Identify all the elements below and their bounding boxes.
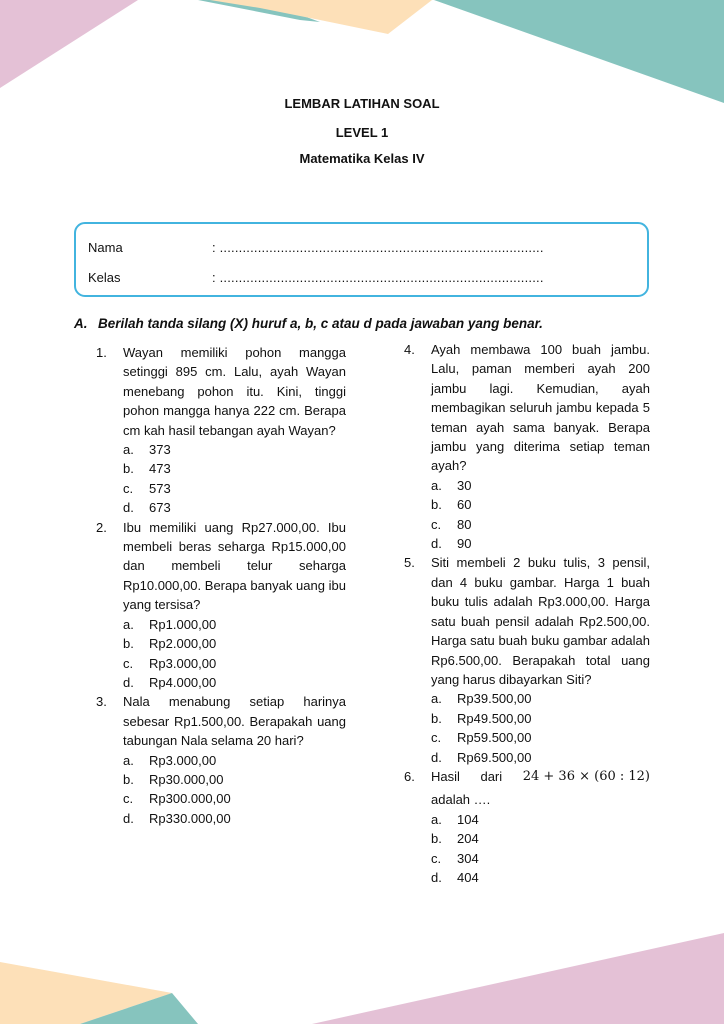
option-letter: d. [123,500,134,516]
option-a[interactable] [431,810,650,829]
question-3 [96,692,346,828]
worksheet-subject: Matematika Kelas IV [299,151,425,166]
option-letter: b. [431,831,442,847]
question-text-part: Hasil [431,768,460,784]
option-c[interactable] [123,654,346,673]
option-b[interactable] [431,709,650,728]
question-number: 3. [96,694,107,710]
option-a[interactable] [123,615,346,634]
option-text: 80 [457,516,472,532]
question-number: 4. [404,342,415,357]
option-b[interactable] [123,459,346,478]
option-c[interactable] [431,728,650,747]
option-b[interactable] [431,829,650,848]
option-d[interactable] [431,748,650,767]
option-text: 60 [457,497,472,513]
option-letter: d. [431,536,442,552]
question-text-part: dari [480,768,503,784]
option-letter: c. [431,516,442,532]
option-text: 473 [149,461,171,477]
question-6 [404,767,650,887]
option-text: Rp3.000,00 [149,655,217,671]
option-text: 104 [457,811,479,827]
question-text-suffix: adalah …. [431,792,491,808]
question-text: Wayan memiliki pohon mangga setinggi 895 cm. Lalu, ayah Wayan menebang pohon itu. Kini, tinggi pohon mangga hanya 222 cm. Berapa cm kah hasil tebangan ayah Wayan? [123,345,346,438]
option-d[interactable] [123,809,346,828]
option-b[interactable] [431,495,650,514]
question-2 [96,518,346,693]
section-instruction-text: Berilah tanda silang (X) huruf a, b, c atau d pada jawaban yang benar. [98,316,543,331]
option-d[interactable] [123,673,346,692]
option-text: Rp2.000,00 [149,636,217,652]
question-1 [96,343,346,518]
option-text: Rp30.000,00 [149,771,224,787]
option-text: Rp300.000,00 [149,791,231,807]
answer-options [123,615,346,693]
option-text: 373 [149,442,171,458]
question-column-left [96,343,346,828]
question-text: Siti membeli 2 buku tulis, 3 pensil, dan 4 buku gambar. Harga 1 buah buku tulis adalah Rp3.000,00. Harga satu buah pensil adalah Rp2.500,00. Harga satu buah buku gambar adalah Rp6.500,00. Berapakah total uang yang harus dibayarkan Siti? [431,555,650,687]
option-letter: c. [123,655,134,671]
question-number: 1. [96,345,107,360]
option-a[interactable] [431,476,650,495]
question-4 [404,340,650,553]
option-letter: a. [431,691,442,707]
option-text: Rp49.500,00 [457,710,532,726]
option-c[interactable] [123,789,346,808]
option-text: Rp59.500,00 [457,730,532,746]
worksheet-title: LEMBAR LATIHAN SOAL [284,96,440,111]
option-c[interactable] [431,515,650,534]
option-text: 304 [457,850,479,866]
option-letter: b. [431,497,442,513]
option-text: Rp3.000,00 [149,752,217,768]
option-letter: c. [123,791,134,807]
option-c[interactable] [431,849,650,868]
option-letter: b. [123,461,134,477]
option-text: Rp4.000,00 [149,674,217,690]
question-text: Ayah membawa 100 buah jambu. Lalu, paman memberi ayah 200 jambu lagi. Kemudian, ayah membagikan seluruh jambu kepada 5 teman ayah sama banyak. Berapa jambu yang diterima setiap teman ayah? [431,342,650,474]
option-text: 204 [457,831,479,847]
answer-options [431,810,650,888]
option-text: 90 [457,536,472,552]
question-column-right [404,340,650,887]
option-text: Rp330.000,00 [149,810,231,826]
option-letter: b. [431,710,442,726]
option-a[interactable] [123,751,346,770]
option-letter: b. [123,636,134,652]
class-field[interactable]: : ..................................................................................... [212,270,544,285]
option-d[interactable] [431,868,650,887]
math-expression: 24 + 36 × (60 : 12) [522,768,650,784]
name-field[interactable]: : ..................................................................................... [212,240,544,255]
option-letter: d. [123,810,134,826]
option-text: 404 [457,869,479,885]
question-number: 2. [96,519,107,535]
option-text: Rp39.500,00 [457,691,532,707]
question-number: 6. [404,768,415,784]
option-text: Rp1.000,00 [149,616,217,632]
question-text: Nala menabung setiap harinya sebesar Rp1.500,00. Berapakah uang tabungan Nala selama 20 hari? [123,694,346,749]
option-letter: c. [431,730,442,746]
class-label: Kelas [88,270,121,285]
option-letter: a. [123,752,134,768]
option-letter: d. [431,869,442,885]
answer-options [123,440,346,518]
option-text: Rp69.500,00 [457,749,532,765]
option-d[interactable] [123,498,346,517]
answer-options [431,476,650,554]
question-text: Ibu memiliki uang Rp27.000,00. Ibu membeli beras seharga Rp15.000,00 dan membeli telur seharga Rp10.000,00. Berapa banyak uang ibu yang tersisa? [123,519,346,613]
option-letter: a. [431,811,442,827]
option-text: 573 [149,480,171,496]
option-letter: a. [123,616,134,632]
option-letter: d. [123,674,134,690]
section-instruction [74,316,543,331]
option-d[interactable] [431,534,650,553]
answer-options [431,689,650,767]
option-text: 30 [457,477,472,493]
option-letter: a. [431,477,442,493]
option-letter: b. [123,771,134,787]
student-identity-box [74,222,649,297]
option-letter: c. [123,480,134,496]
option-text: 673 [149,500,171,516]
option-c[interactable] [123,479,346,498]
option-letter: c. [431,850,442,866]
section-letter: A. [74,316,88,331]
question-number: 5. [404,555,415,571]
question-5 [404,553,650,766]
option-a[interactable] [431,689,650,708]
question-text-line [431,767,650,786]
option-letter: d. [431,749,442,765]
worksheet-level: LEVEL 1 [335,125,389,140]
option-b[interactable] [123,770,346,789]
name-label: Nama [88,240,123,255]
answer-options [123,751,346,829]
option-b[interactable] [123,634,346,653]
option-letter: a. [123,442,134,458]
option-a[interactable] [123,440,346,459]
